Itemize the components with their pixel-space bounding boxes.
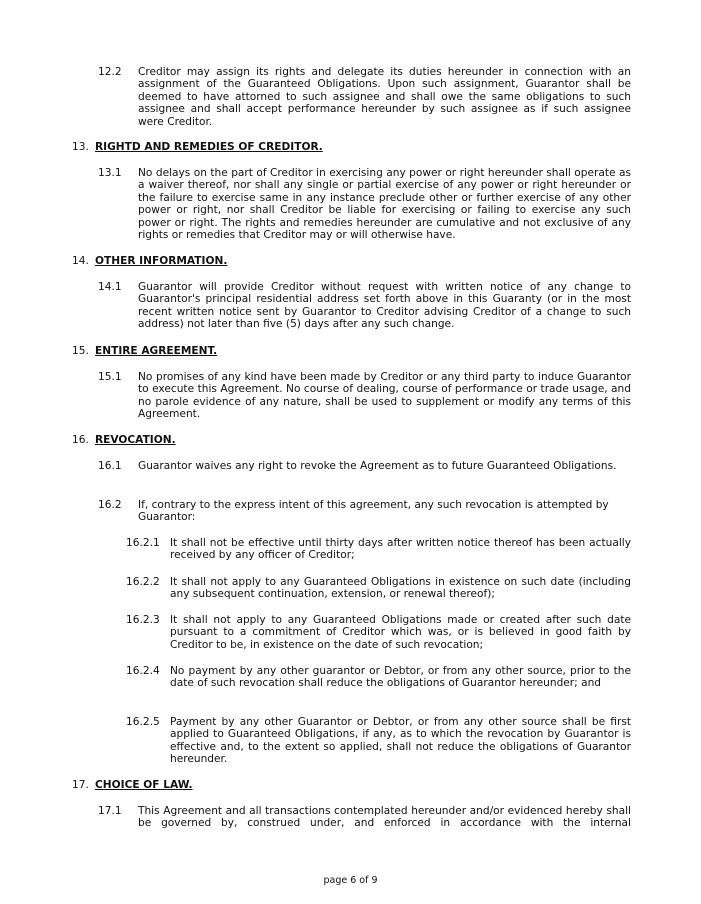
- clause-number: 16.2.3: [126, 614, 160, 626]
- clause-number: 16.2.2: [126, 576, 160, 588]
- section-title: ENTIRE AGREEMENT.: [95, 345, 218, 357]
- clause-number: 13.1: [98, 167, 122, 179]
- clause-15-1: [98, 371, 631, 421]
- clause-number: 16.1: [98, 460, 122, 472]
- clause-16-2-1: [126, 537, 631, 562]
- section-heading-17: [72, 779, 193, 791]
- clause-16-2: [98, 499, 631, 524]
- clause-number: 15.1: [98, 371, 122, 383]
- clause-16-2-3: [126, 614, 631, 651]
- clause-text: No promises of any kind have been made by Creditor or any third party to induce Guarantor to execute this Agreement. No course of dealing, course of performance or trade usage, and no parole evidence of any nature, shall be used to supplement or modify any terms of this Agreement.: [138, 371, 631, 421]
- clause-16-2-2: [126, 576, 631, 601]
- clause-text: No delays on the part of Creditor in exercising any power or right hereunder shall operate as a waiver thereof, nor shall any single or partial exercise of any power or right hereunder or the failure to exercise same in any instance preclude other or further exercise of any other power or right, nor shall Creditor be liable for exercising or failing to exercise any such power or right. The rights and remedies hereunder are cumulative and not exclusive of any rights or remedies that Creditor may or will otherwise have.: [138, 167, 631, 242]
- clause-number: 16.2: [98, 499, 122, 511]
- clause-text: Guarantor will provide Creditor without request with written notice of any change to Guarantor's principal residential address set forth above in this Guaranty (or in the most recent written notice sent by Guarantor to Creditor advising Creditor of a change to such address) not later than five (5) days after any such change.: [138, 281, 631, 331]
- section-title: CHOICE OF LAW.: [95, 779, 193, 791]
- section-number: 16.: [72, 434, 89, 446]
- clause-17-1: [98, 805, 631, 830]
- section-number: 13.: [72, 141, 89, 153]
- clause-text: It shall not apply to any Guaranteed Obligations in existence on such date (including any subsequent continuation, extension, or renewal thereof);: [170, 576, 631, 601]
- section-heading-14: [72, 255, 227, 267]
- clause-16-1: [98, 460, 631, 472]
- section-number: 14.: [72, 255, 89, 267]
- clause-number: 16.2.5: [126, 716, 160, 728]
- clause-13-1: [98, 167, 631, 241]
- section-title: RIGHTD AND REMEDIES OF CREDITOR.: [95, 141, 323, 153]
- clause-number: 16.2.1: [126, 537, 160, 549]
- section-number: 17.: [72, 779, 89, 791]
- clause-14-1: [98, 281, 631, 331]
- page-number: page 6 of 9: [323, 875, 378, 886]
- clause-text: No payment by any other guarantor or Debtor, or from any other source, prior to the date of such revocation shall reduce the obligations of Guarantor hereunder; and: [170, 665, 631, 690]
- clause-number: 12.2: [98, 66, 122, 78]
- clause-text: Creditor may assign its rights and delegate its duties hereunder in connection with an assignment of the Guaranteed Obligations. Upon such assignment, Guarantor shall be deemed to have attorned to such assignee and shall owe the same obligations to such assignee and shall accept performance hereunder by such assignee as if such assignee were Creditor.: [138, 66, 631, 128]
- clause-16-2-5: [126, 716, 631, 766]
- section-heading-13: [72, 141, 323, 153]
- clause-text: Guarantor waives any right to revoke the Agreement as to future Guaranteed Obligations.: [138, 460, 617, 472]
- section-heading-16: [72, 434, 176, 446]
- clause-text: If, contrary to the express intent of this agreement, any such revocation is attempted by Guarantor:: [138, 499, 609, 524]
- section-title: REVOCATION.: [95, 434, 176, 446]
- clause-12-2: [98, 66, 631, 128]
- clause-text: This Agreement and all transactions contemplated hereunder and/or evidenced hereby shall be governed by, construed under, and enforced in accordance with the internal: [138, 805, 631, 830]
- clause-text: It shall not be effective until thirty days after written notice thereof has been actually received by any officer of Creditor;: [170, 537, 631, 562]
- section-number: 15.: [72, 345, 89, 357]
- section-title: OTHER INFORMATION.: [95, 255, 228, 267]
- clause-text: Payment by any other Guarantor or Debtor, or from any other source shall be first applied to Guaranteed Obligations, if any, as to which the revocation by Guarantor is effective and, to the extent so applied, shall not reduce the obligations of Guarantor hereunder.: [170, 716, 631, 766]
- clause-number: 17.1: [98, 805, 122, 817]
- clause-number: 14.1: [98, 281, 122, 293]
- section-heading-15: [72, 345, 217, 357]
- clause-16-2-4: [126, 665, 631, 690]
- clause-number: 16.2.4: [126, 665, 160, 677]
- clause-text: It shall not apply to any Guaranteed Obligations made or created after such date pursuant to a commitment of Creditor which was, or is believed in good faith by Creditor to be, in existence on the date of such revocation;: [170, 614, 631, 651]
